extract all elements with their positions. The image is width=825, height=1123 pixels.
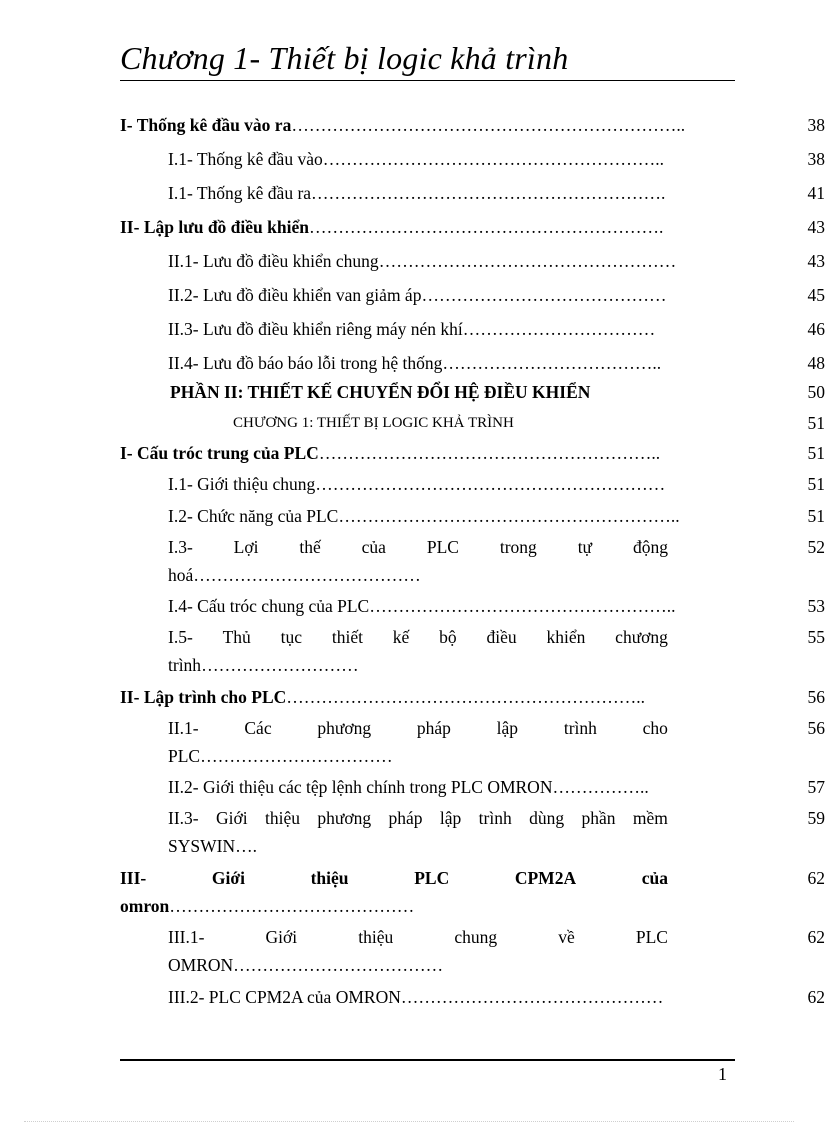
toc-page-number: 51 (807, 506, 825, 526)
toc-entry-title: II.1- Lưu đồ điều khiển chung (168, 251, 379, 271)
toc-page-number: 48 (807, 353, 825, 373)
toc-word: cho (642, 718, 668, 738)
toc-entry-title: II.4- Lưu đồ báo báo lỗi trong hệ thống (168, 353, 443, 373)
chapter-title: Chương 1- Thiết bị logic khả trình (120, 40, 569, 76)
toc-word: pháp (388, 808, 423, 828)
toc-page-number: 45 (807, 285, 825, 305)
toc-entry-title: I.1- Thống kê đầu vào (168, 149, 323, 169)
toc-word: Giới (211, 868, 245, 888)
toc-page-number: 43 (807, 251, 825, 271)
toc-entry-title: III.2- PLC CPM2A của OMRON (168, 987, 401, 1007)
toc-word: điều (486, 627, 517, 647)
toc-word: bộ (439, 627, 457, 647)
toc-entry-continuation: omron (120, 896, 170, 916)
toc-leader-dots: …………………………… (462, 319, 656, 339)
toc-word: trình (563, 718, 597, 738)
toc-word: PLC (426, 537, 459, 557)
footer-divider (120, 1059, 735, 1061)
toc-entry-title: II.3- Lưu đồ điều khiển riêng máy nén khí (168, 319, 463, 339)
toc-word: phần (581, 808, 616, 828)
toc-leader-dots: …………………………………………………… (315, 474, 666, 494)
toc-leader-dots: …………………………………… (169, 896, 415, 916)
toc-word: tục (280, 627, 303, 647)
toc-entry-title: II.2- Giới thiệu các tệp lệnh chính trong PLC OMRON (168, 777, 553, 797)
toc-word: thiệu (358, 927, 394, 947)
toc-word: của (361, 537, 386, 557)
toc-page-number: 62 (807, 987, 825, 1007)
toc-word: kế (392, 627, 410, 647)
toc-entry-continuation: SYSWIN (168, 836, 236, 856)
toc-word: I.3- (168, 537, 193, 557)
toc-word: thiệu (264, 808, 300, 828)
toc-page-number: 51 (807, 443, 825, 463)
toc-word: PLC (635, 927, 668, 947)
toc-entry-continuation: PLC (168, 746, 201, 766)
toc-page-number: 51 (807, 413, 825, 433)
footer-page-number: 1 (718, 1064, 727, 1084)
toc-leader-dots: …………………………………………….. (369, 596, 676, 616)
toc-word: Lợi (233, 537, 259, 557)
toc-word: Giới (215, 808, 248, 828)
toc-entry-continuation: hoá (168, 565, 194, 585)
toc-entry-title: II.2- Lưu đồ điều khiển van giảm áp (168, 285, 422, 305)
toc-leader-dots: ……………………………….. (442, 353, 662, 373)
toc-entry-title: CHƯƠNG 1: THIẾT BỊ LOGIC KHẢ TRÌNH (233, 415, 514, 431)
toc-page-number: 38 (807, 149, 825, 169)
toc-page-number: 51 (807, 474, 825, 494)
toc-word: thế (299, 537, 321, 557)
toc-word: III.1- (168, 927, 205, 947)
toc-word: về (558, 927, 575, 947)
toc-word: Các (244, 718, 272, 738)
toc-page-number: 59 (807, 808, 825, 828)
toc-leader-dots: …………….. (552, 777, 649, 797)
toc-word: I.5- (168, 627, 193, 647)
toc-leader-dots: ………………………………………………………….. (291, 115, 686, 135)
toc-word: khiển (546, 627, 586, 647)
toc-leader-dots: ……………………………………………………. (311, 183, 666, 203)
toc-page-number: 56 (807, 687, 825, 707)
toc-word: thiết (331, 627, 363, 647)
toc-entry-title: I.4- Cấu tróc chung của PLC (168, 596, 370, 616)
toc-word: Giới (265, 927, 298, 947)
toc-leader-dots: …………………………………………… (378, 251, 677, 271)
toc-leader-dots: ……………………………………………………. (308, 217, 664, 237)
toc-page-number: 41 (807, 183, 825, 203)
toc-word: PLC (414, 868, 450, 888)
toc-page-number: 55 (807, 627, 825, 647)
toc-page-number: 46 (807, 319, 825, 339)
toc-entry-title: I.1- Giới thiệu chung (168, 474, 316, 494)
toc-word: của (641, 868, 668, 888)
toc-word: chương (615, 627, 668, 647)
toc-leader-dots: ……………………………… (233, 955, 444, 975)
toc-page-number: 57 (807, 777, 825, 797)
toc-entry-title: I- Cấu tróc trung của PLC (120, 443, 319, 463)
toc-page-number: 38 (807, 115, 825, 135)
toc-word: phương (317, 718, 372, 738)
toc-word: phương (317, 808, 372, 828)
toc-word: pháp (416, 718, 451, 738)
toc-entry-title: I.1- Thống kê đầu ra (168, 183, 312, 203)
toc-leader-dots: ………………………………………………….. (338, 506, 680, 526)
toc-leader-dots: ………………………………………………….. (318, 443, 661, 463)
toc-leader-dots: ………………………………… (193, 565, 421, 585)
toc-entry-title: II- Lập trình cho PLC (120, 687, 287, 707)
toc-word: mềm (632, 808, 668, 828)
toc-entry-continuation: OMRON (168, 955, 234, 975)
toc-word: thiệu (310, 868, 349, 888)
toc-word: tự (577, 537, 593, 557)
toc-word: trong (499, 537, 537, 557)
toc-page-number: 53 (807, 596, 825, 616)
toc-entry-title: II- Lập lưu đồ điều khiển (120, 217, 309, 237)
toc-leader-dots: …. (235, 836, 257, 856)
toc-leader-dots: …………………………………………………….. (286, 687, 646, 707)
toc-leader-dots: ………………………………………………….. (322, 149, 664, 169)
toc-word: CPM2A (514, 868, 577, 888)
toc-leader-dots: ……………………………………… (400, 987, 664, 1007)
toc-word: II.1- (168, 718, 199, 738)
toc-page-number: 52 (807, 537, 825, 557)
toc-word: động (632, 537, 668, 557)
header-divider (120, 80, 735, 81)
toc-word: II.3- (168, 808, 199, 828)
toc-entry-title: I- Thống kê đầu vào ra (120, 115, 292, 135)
toc-word: Thủ (222, 627, 251, 647)
toc-entry-title: PHẦN II: THIẾT KẾ CHUYỂN ĐỔI HỆ ĐIỀU KHIỂN (170, 382, 591, 402)
toc-page-number: 43 (807, 217, 825, 237)
toc-page-number: 62 (807, 868, 825, 888)
toc-word: trình (478, 808, 512, 828)
toc-word: dùng (529, 808, 565, 828)
page-edge-dots (24, 1121, 794, 1122)
toc-entry-continuation: trình (168, 655, 202, 675)
toc-page-number: 50 (807, 382, 825, 402)
toc-word: III- (120, 868, 147, 888)
toc-leader-dots: …………………………………… (421, 285, 667, 305)
toc-word: lập (496, 718, 519, 738)
toc-page-number: 62 (807, 927, 825, 947)
toc-leader-dots: …………………………… (200, 746, 393, 766)
toc-word: lập (439, 808, 462, 828)
toc-leader-dots: ……………………… (201, 655, 359, 675)
toc-page-number: 56 (807, 718, 825, 738)
toc-word: chung (454, 927, 498, 947)
toc-entry-title: I.2- Chức năng của PLC (168, 506, 339, 526)
